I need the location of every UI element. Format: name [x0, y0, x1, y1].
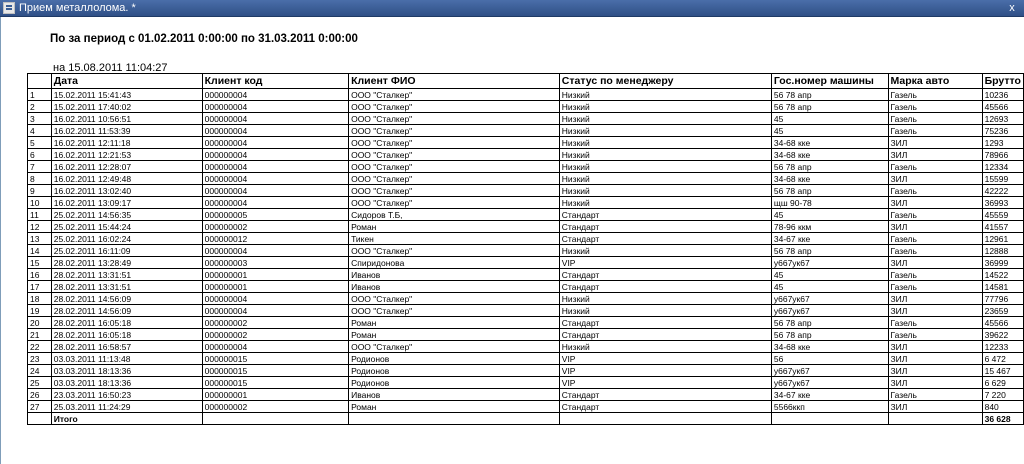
status-cell: VIP [559, 257, 771, 269]
car-brand-cell: Газель [888, 125, 982, 137]
plate-cell: 34-67 кке [771, 389, 888, 401]
plate-cell: 34-68 кке [771, 149, 888, 161]
status-cell: VIP [559, 377, 771, 389]
status-cell: Низкий [559, 137, 771, 149]
client-code-cell: 000000001 [202, 269, 348, 281]
column-header-status: Статус по менеджеру [559, 74, 771, 89]
gross-weight-cell: 45566 [982, 317, 1023, 329]
total-blank-cell [349, 413, 560, 425]
plate-cell: 45 [771, 125, 888, 137]
column-header-date: Дата [51, 74, 202, 89]
row-number-cell: 16 [28, 269, 52, 281]
client-name-cell: ООО "Сталкер" [349, 293, 560, 305]
table-row [28, 113, 1024, 125]
row-number-cell: 8 [28, 173, 52, 185]
client-name-cell: Роман [349, 317, 560, 329]
column-header-client-name: Клиент ФИО [349, 74, 560, 89]
gross-weight-cell: 14581 [982, 281, 1023, 293]
car-brand-cell: Газель [888, 209, 982, 221]
close-icon[interactable]: x [1009, 2, 1015, 14]
table-row [28, 293, 1024, 305]
plate-cell: 56 78 апр [771, 245, 888, 257]
gross-weight-cell: 42222 [982, 185, 1023, 197]
table-row [28, 389, 1024, 401]
gross-weight-cell: 41557 [982, 221, 1023, 233]
row-number-cell: 25 [28, 377, 52, 389]
client-name-cell: ООО "Сталкер" [349, 101, 560, 113]
client-code-cell: 000000004 [202, 149, 348, 161]
car-brand-cell: ЗИЛ [888, 305, 982, 317]
client-name-cell: Роман [349, 329, 560, 341]
table-body [28, 89, 1024, 425]
status-cell: Стандарт [559, 269, 771, 281]
unsaved-mark: * [131, 2, 136, 14]
date-cell: 03.03.2011 18:13:36 [51, 365, 202, 377]
car-brand-cell: Газель [888, 101, 982, 113]
client-name-cell: ООО "Сталкер" [349, 305, 560, 317]
date-cell: 16.02.2011 12:11:18 [51, 137, 202, 149]
total-gross-cell: 36 628 [982, 413, 1023, 425]
table-row [28, 365, 1024, 377]
date-cell: 16.02.2011 13:02:40 [51, 185, 202, 197]
date-cell: 03.03.2011 18:13:36 [51, 377, 202, 389]
gross-weight-cell: 10236 [982, 89, 1023, 101]
row-number-cell: 7 [28, 161, 52, 173]
total-blank-cell [28, 413, 52, 425]
status-cell: Низкий [559, 125, 771, 137]
status-cell: Низкий [559, 341, 771, 353]
date-cell: 28.02.2011 16:05:18 [51, 317, 202, 329]
row-number-cell: 18 [28, 293, 52, 305]
car-brand-cell: ЗИЛ [888, 341, 982, 353]
status-cell: Стандарт [559, 221, 771, 233]
plate-cell: 56 [771, 353, 888, 365]
gross-weight-cell: 12693 [982, 113, 1023, 125]
date-cell: 28.02.2011 13:31:51 [51, 269, 202, 281]
date-cell: 16.02.2011 12:28:07 [51, 161, 202, 173]
row-number-cell: 12 [28, 221, 52, 233]
table-row [28, 305, 1024, 317]
client-code-cell: 000000005 [202, 209, 348, 221]
gross-weight-cell: 77796 [982, 293, 1023, 305]
plate-cell: у667ук67 [771, 377, 888, 389]
client-code-cell: 000000003 [202, 257, 348, 269]
date-cell: 25.03.2011 11:24:29 [51, 401, 202, 413]
client-code-cell: 000000004 [202, 245, 348, 257]
gross-weight-cell: 12888 [982, 245, 1023, 257]
table-row [28, 89, 1024, 101]
plate-cell: у667ук67 [771, 305, 888, 317]
row-number-cell: 9 [28, 185, 52, 197]
status-cell: Низкий [559, 173, 771, 185]
car-brand-cell: ЗИЛ [888, 221, 982, 233]
status-cell: Стандарт [559, 329, 771, 341]
car-brand-cell: Газель [888, 269, 982, 281]
table-row [28, 353, 1024, 365]
row-number-cell: 24 [28, 365, 52, 377]
car-brand-cell: Газель [888, 185, 982, 197]
client-name-cell: Иванов [349, 389, 560, 401]
client-code-cell: 000000004 [202, 341, 348, 353]
table-header-row [28, 74, 1024, 89]
table-row [28, 341, 1024, 353]
row-number-cell: 17 [28, 281, 52, 293]
gross-weight-cell: 14522 [982, 269, 1023, 281]
car-brand-cell: ЗИЛ [888, 377, 982, 389]
gross-weight-cell: 12334 [982, 161, 1023, 173]
total-blank-cell [771, 413, 888, 425]
row-number-cell: 1 [28, 89, 52, 101]
window-title: Прием металлолома. [19, 2, 129, 14]
row-number-cell: 3 [28, 113, 52, 125]
client-name-cell: Родионов [349, 377, 560, 389]
column-header-gross: Брутто [982, 74, 1023, 89]
status-cell: Низкий [559, 149, 771, 161]
status-cell: Стандарт [559, 281, 771, 293]
client-code-cell: 000000004 [202, 113, 348, 125]
client-name-cell: ООО "Сталкер" [349, 185, 560, 197]
plate-cell: у667ук67 [771, 257, 888, 269]
gross-weight-cell: 45559 [982, 209, 1023, 221]
client-code-cell: 000000004 [202, 161, 348, 173]
date-cell: 16.02.2011 12:21:53 [51, 149, 202, 161]
plate-cell: 45 [771, 209, 888, 221]
client-code-cell: 000000002 [202, 401, 348, 413]
gross-weight-cell: 12233 [982, 341, 1023, 353]
plate-cell: 34-68 кке [771, 341, 888, 353]
plate-cell: 56 78 апр [771, 89, 888, 101]
date-cell: 28.02.2011 14:56:09 [51, 305, 202, 317]
car-brand-cell: ЗИЛ [888, 353, 982, 365]
status-cell: Низкий [559, 185, 771, 197]
table-row [28, 125, 1024, 137]
plate-cell: 45 [771, 269, 888, 281]
car-brand-cell: Газель [888, 161, 982, 173]
client-code-cell: 000000004 [202, 89, 348, 101]
date-cell: 28.02.2011 16:05:18 [51, 329, 202, 341]
row-number-cell: 26 [28, 389, 52, 401]
row-number-cell: 4 [28, 125, 52, 137]
table-row [28, 197, 1024, 209]
gross-weight-cell: 36999 [982, 257, 1023, 269]
total-blank-cell [559, 413, 771, 425]
status-cell: VIP [559, 365, 771, 377]
car-brand-cell: ЗИЛ [888, 257, 982, 269]
client-name-cell: ООО "Сталкер" [349, 341, 560, 353]
plate-cell: 78-96 ккм [771, 221, 888, 233]
row-number-cell: 13 [28, 233, 52, 245]
plate-cell: 5566ккп [771, 401, 888, 413]
row-number-cell: 14 [28, 245, 52, 257]
date-cell: 03.03.2011 11:13:48 [51, 353, 202, 365]
status-cell: Низкий [559, 293, 771, 305]
date-cell: 16.02.2011 11:53:39 [51, 125, 202, 137]
car-brand-cell: ЗИЛ [888, 197, 982, 209]
client-name-cell: ООО "Сталкер" [349, 149, 560, 161]
date-cell: 15.02.2011 15:41:43 [51, 89, 202, 101]
car-brand-cell: ЗИЛ [888, 137, 982, 149]
car-brand-cell: ЗИЛ [888, 293, 982, 305]
date-cell: 16.02.2011 13:09:17 [51, 197, 202, 209]
date-cell: 25.02.2011 15:44:24 [51, 221, 202, 233]
row-number-cell: 5 [28, 137, 52, 149]
car-brand-cell: ЗИЛ [888, 149, 982, 161]
gross-weight-cell: 75236 [982, 125, 1023, 137]
status-cell: Стандарт [559, 389, 771, 401]
column-header-num [28, 74, 52, 89]
status-cell: Низкий [559, 113, 771, 125]
car-brand-cell: ЗИЛ [888, 401, 982, 413]
date-cell: 28.02.2011 14:56:09 [51, 293, 202, 305]
document-icon [3, 2, 15, 14]
status-cell: Стандарт [559, 317, 771, 329]
client-code-cell: 000000004 [202, 173, 348, 185]
row-number-cell: 11 [28, 209, 52, 221]
client-code-cell: 000000004 [202, 125, 348, 137]
status-cell: Низкий [559, 305, 771, 317]
client-name-cell: Родионов [349, 365, 560, 377]
car-brand-cell: ЗИЛ [888, 365, 982, 377]
status-cell: Низкий [559, 161, 771, 173]
row-number-cell: 2 [28, 101, 52, 113]
client-name-cell: ООО "Сталкер" [349, 197, 560, 209]
column-header-car: Марка авто [888, 74, 982, 89]
plate-cell: у667ук67 [771, 293, 888, 305]
table-row [28, 317, 1024, 329]
table-row [28, 281, 1024, 293]
row-number-cell: 6 [28, 149, 52, 161]
plate-cell: 56 78 апр [771, 161, 888, 173]
report-date: на 15.08.2011 11:04:27 [53, 62, 168, 74]
gross-weight-cell: 1293 [982, 137, 1023, 149]
gross-weight-cell: 45566 [982, 101, 1023, 113]
date-cell: 25.02.2011 14:56:35 [51, 209, 202, 221]
table-row [28, 185, 1024, 197]
car-brand-cell: Газель [888, 317, 982, 329]
gross-weight-cell: 36993 [982, 197, 1023, 209]
plate-cell: 56 78 апр [771, 185, 888, 197]
client-code-cell: 000000001 [202, 389, 348, 401]
plate-cell: 45 [771, 113, 888, 125]
client-name-cell: ООО "Сталкер" [349, 113, 560, 125]
status-cell: Низкий [559, 89, 771, 101]
gross-weight-cell: 23659 [982, 305, 1023, 317]
client-code-cell: 000000002 [202, 329, 348, 341]
client-name-cell: ООО "Сталкер" [349, 161, 560, 173]
plate-cell: 56 78 апр [771, 329, 888, 341]
status-cell: Стандарт [559, 233, 771, 245]
table-row [28, 161, 1024, 173]
car-brand-cell: Газель [888, 89, 982, 101]
date-cell: 28.02.2011 16:58:57 [51, 341, 202, 353]
table-row [28, 329, 1024, 341]
table-row [28, 257, 1024, 269]
client-code-cell: 000000002 [202, 221, 348, 233]
plate-cell: щш 90-78 [771, 197, 888, 209]
client-name-cell: Роман [349, 221, 560, 233]
plate-cell: 56 78 апр [771, 101, 888, 113]
gross-weight-cell: 15599 [982, 173, 1023, 185]
report-table [27, 73, 1024, 425]
total-blank-cell [888, 413, 982, 425]
date-cell: 25.02.2011 16:11:09 [51, 245, 202, 257]
row-number-cell: 21 [28, 329, 52, 341]
client-name-cell: Тикен [349, 233, 560, 245]
client-code-cell: 000000004 [202, 197, 348, 209]
plate-cell: у667ук67 [771, 365, 888, 377]
status-cell: Низкий [559, 197, 771, 209]
client-code-cell: 000000001 [202, 281, 348, 293]
status-cell: Стандарт [559, 401, 771, 413]
gross-weight-cell: 39622 [982, 329, 1023, 341]
column-header-plate: Гос.номер машины [771, 74, 888, 89]
table-row [28, 401, 1024, 413]
client-name-cell: Сидоров Т.Б, [349, 209, 560, 221]
table-row [28, 269, 1024, 281]
client-code-cell: 000000004 [202, 305, 348, 317]
client-name-cell: Родионов [349, 353, 560, 365]
table-row [28, 221, 1024, 233]
client-name-cell: Спиридонова [349, 257, 560, 269]
gross-weight-cell: 840 [982, 401, 1023, 413]
car-brand-cell: Газель [888, 233, 982, 245]
row-number-cell: 10 [28, 197, 52, 209]
title-bar[interactable] [0, 0, 1024, 17]
row-number-cell: 22 [28, 341, 52, 353]
plate-cell: 45 [771, 281, 888, 293]
client-code-cell: 000000002 [202, 317, 348, 329]
table-row [28, 377, 1024, 389]
client-name-cell: ООО "Сталкер" [349, 125, 560, 137]
client-code-cell: 000000012 [202, 233, 348, 245]
car-brand-cell: ЗИЛ [888, 173, 982, 185]
plate-cell: 56 78 апр [771, 317, 888, 329]
gross-weight-cell: 78966 [982, 149, 1023, 161]
row-number-cell: 19 [28, 305, 52, 317]
gross-weight-cell: 6 472 [982, 353, 1023, 365]
client-name-cell: Роман [349, 401, 560, 413]
table-row [28, 149, 1024, 161]
client-name-cell: Иванов [349, 269, 560, 281]
gross-weight-cell: 7 220 [982, 389, 1023, 401]
date-cell: 16.02.2011 12:49:48 [51, 173, 202, 185]
row-number-cell: 15 [28, 257, 52, 269]
status-cell: Низкий [559, 245, 771, 257]
client-code-cell: 000000004 [202, 185, 348, 197]
plate-cell: 34-68 кке [771, 173, 888, 185]
car-brand-cell: Газель [888, 389, 982, 401]
car-brand-cell: Газель [888, 281, 982, 293]
row-number-cell: 23 [28, 353, 52, 365]
total-row [28, 413, 1024, 425]
client-name-cell: ООО "Сталкер" [349, 137, 560, 149]
gross-weight-cell: 6 629 [982, 377, 1023, 389]
status-cell: VIP [559, 353, 771, 365]
client-code-cell: 000000004 [202, 137, 348, 149]
gross-weight-cell: 12961 [982, 233, 1023, 245]
car-brand-cell: Газель [888, 245, 982, 257]
table-row [28, 173, 1024, 185]
table-row [28, 101, 1024, 113]
table-row [28, 209, 1024, 221]
row-number-cell: 27 [28, 401, 52, 413]
car-brand-cell: Газель [888, 329, 982, 341]
plate-cell: 34-68 кке [771, 137, 888, 149]
client-code-cell: 000000015 [202, 353, 348, 365]
row-number-cell: 20 [28, 317, 52, 329]
client-name-cell: ООО "Сталкер" [349, 173, 560, 185]
date-cell: 25.02.2011 16:02:24 [51, 233, 202, 245]
client-code-cell: 000000004 [202, 293, 348, 305]
status-cell: Стандарт [559, 209, 771, 221]
date-cell: 28.02.2011 13:31:51 [51, 281, 202, 293]
gross-weight-cell: 15 467 [982, 365, 1023, 377]
total-blank-cell [202, 413, 348, 425]
date-cell: 28.02.2011 13:28:49 [51, 257, 202, 269]
client-name-cell: ООО "Сталкер" [349, 89, 560, 101]
total-label-cell: Итого [51, 413, 202, 425]
column-header-client-code: Клиент код [202, 74, 348, 89]
date-cell: 23.03.2011 16:50:23 [51, 389, 202, 401]
table-row [28, 137, 1024, 149]
report-heading: По за период с 01.02.2011 0:00:00 по 31.03.2011 0:00:00 [50, 33, 358, 45]
table-row [28, 233, 1024, 245]
table-row [28, 245, 1024, 257]
car-brand-cell: Газель [888, 113, 982, 125]
plate-cell: 34-67 кке [771, 233, 888, 245]
client-code-cell: 000000015 [202, 377, 348, 389]
client-name-cell: Иванов [349, 281, 560, 293]
client-code-cell: 000000004 [202, 101, 348, 113]
date-cell: 15.02.2011 17:40:02 [51, 101, 202, 113]
client-name-cell: ООО "Сталкер" [349, 245, 560, 257]
status-cell: Низкий [559, 101, 771, 113]
date-cell: 16.02.2011 10:56:51 [51, 113, 202, 125]
client-code-cell: 000000015 [202, 365, 348, 377]
